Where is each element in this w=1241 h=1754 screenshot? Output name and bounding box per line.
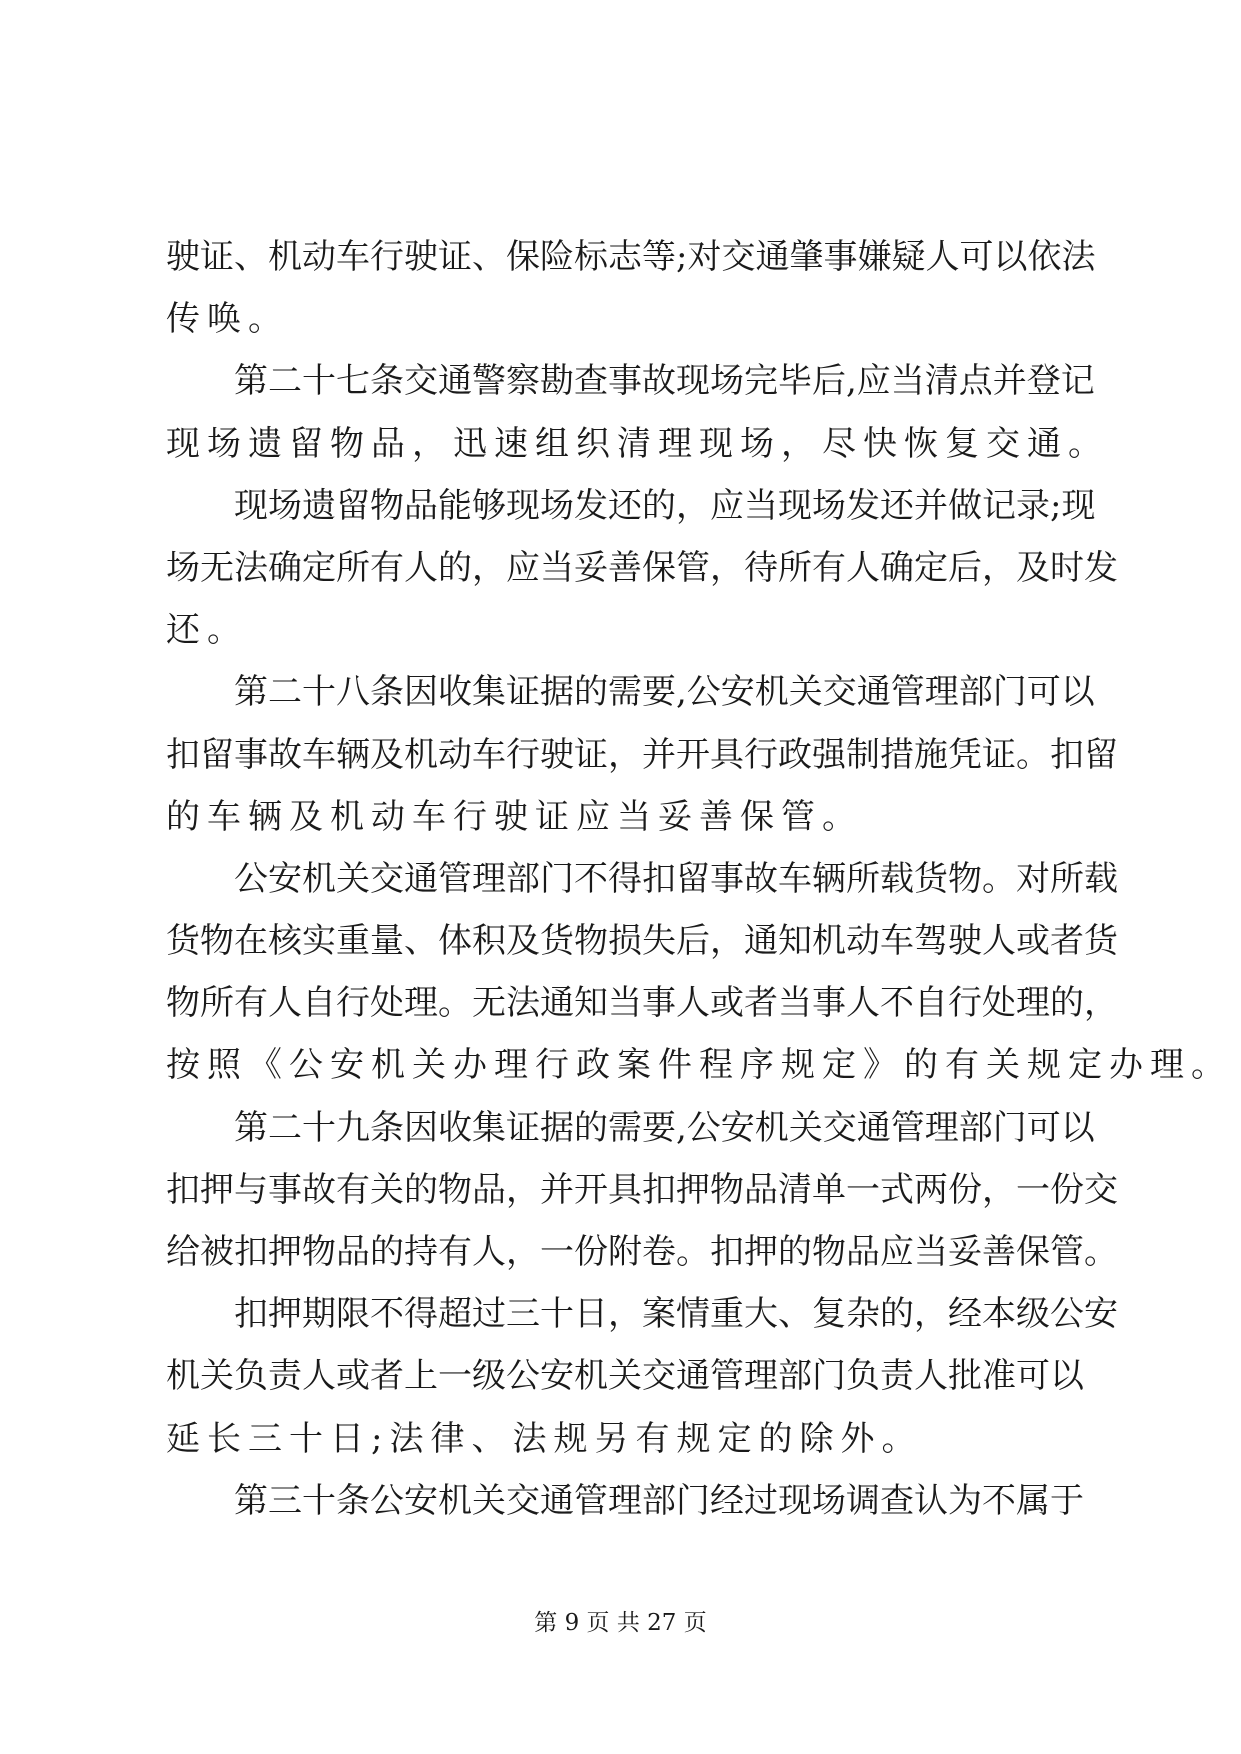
text-line: 现场遗留物品能够现场发还的，应当现场发还并做记录;现 — [234, 485, 1096, 526]
text-line: 第二十七条交通警察勘查事故现场完毕后,应当清点并登记 — [234, 361, 1095, 402]
text-line: 扣押期限不得超过三十日，案情重大、复杂的，经本级公安 — [234, 1294, 1118, 1335]
text-line: 货物在核实重量、体积及货物损失后，通知机动车驾驶人或者货 — [166, 921, 1118, 962]
text-line: 第二十九条因收集证据的需要,公安机关交通管理部门可以 — [234, 1107, 1095, 1148]
text-line: 场无法确定所有人的，应当妥善保管，待所有人确定后，及时发 — [166, 547, 1118, 588]
text-line: 给被扣押物品的持有人，一份附卷。扣押的物品应当妥善保管。 — [166, 1232, 1118, 1272]
text-line: 驶证、机动车行驶证、保险标志等;对交通肇事嫌疑人可以依法 — [166, 237, 1096, 277]
text-line: 延长三十日;法律、法规另有规定的除外。 — [166, 1418, 923, 1459]
text-line: 扣留事故车辆及机动车行驶证，并开具行政强制措施凭证。扣留 — [166, 734, 1118, 775]
page-footer: 第 9 页 共 27 页 — [534, 1610, 707, 1636]
text-line: 第三十条公安机关交通管理部门经过现场调查认为不属于 — [234, 1480, 1084, 1521]
text-line: 扣押与事故有关的物品，并开具扣押物品清单一式两份，一份交 — [166, 1169, 1118, 1210]
body-text — [166, 226, 1232, 1532]
text-line: 物所有人自行处理。无法通知当事人或者当事人不自行处理的， — [166, 983, 1118, 1024]
text-line: 按照《公安机关办理行政案件程序规定》的有关规定办理。 — [166, 1045, 1232, 1086]
text-line: 传唤。 — [166, 299, 289, 340]
text-line: 机关负责人或者上一级公安机关交通管理部门负责人批准可以 — [166, 1356, 1084, 1397]
text-line: 公安机关交通管理部门不得扣留事故车辆所载货物。对所载 — [234, 858, 1118, 899]
text-line: 第二十八条因收集证据的需要,公安机关交通管理部门可以 — [234, 672, 1095, 713]
text-line: 现场遗留物品，迅速组织清理现场，尽快恢复交通。 — [166, 423, 1109, 464]
text-line: 的车辆及机动车行驶证应当妥善保管。 — [166, 796, 863, 837]
text-line: 还。 — [166, 610, 248, 651]
